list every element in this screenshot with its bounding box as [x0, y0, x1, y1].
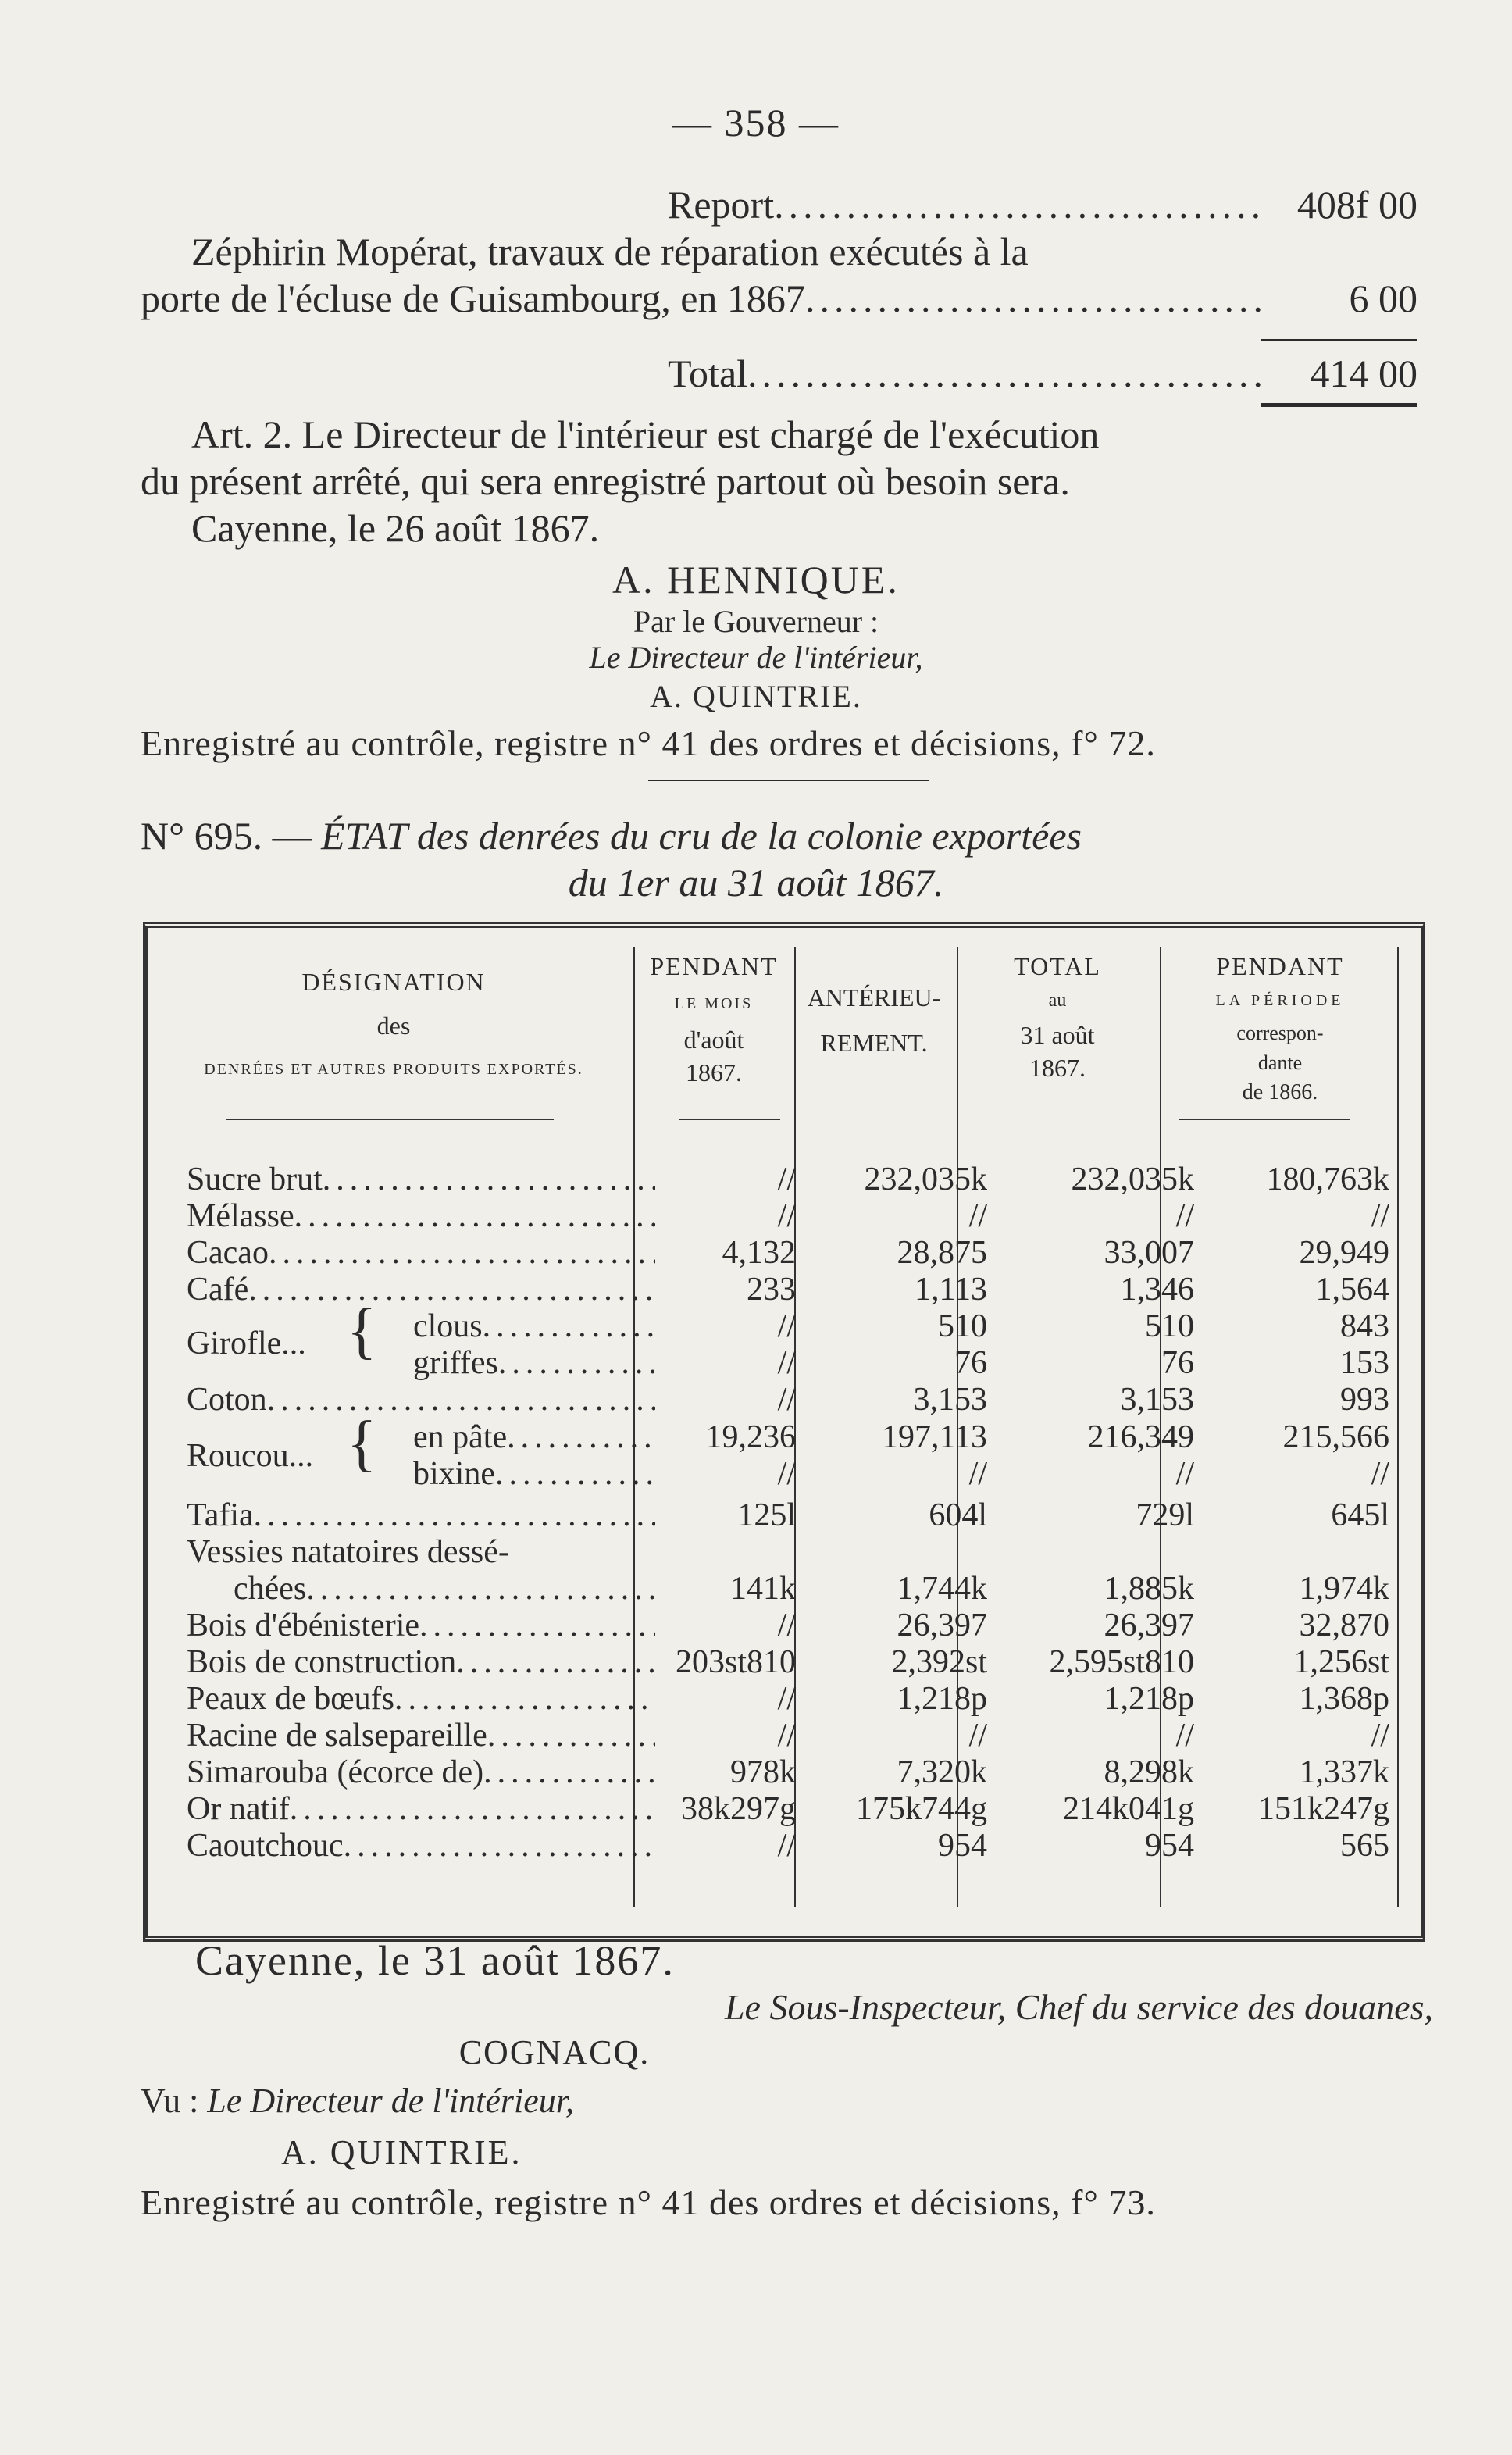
article-text-line1: Art. 2. Le Directeur de l'intérieur est chargé de l'exécution	[191, 412, 1100, 456]
leader-dots	[290, 1792, 655, 1826]
expense-line2	[141, 275, 1418, 322]
total-line	[668, 350, 1418, 397]
footer-vu-name: A. QUINTRIE.	[281, 2133, 522, 2171]
title-rest: des denrées du cru de la colonie exportées	[407, 814, 1082, 858]
cell-month: //	[777, 1198, 796, 1234]
cell-total: //	[1175, 1198, 1194, 1234]
leader-dots	[248, 1272, 655, 1307]
cell-month: //	[777, 1456, 796, 1492]
cell-month: //	[777, 1308, 796, 1344]
header-rule	[226, 1119, 554, 1120]
brace-girofle: {	[347, 1297, 377, 1365]
cell-total: 729l	[1136, 1497, 1194, 1533]
table-row	[187, 1309, 1405, 1343]
header-month	[640, 951, 788, 1087]
cell-month: //	[777, 1161, 796, 1197]
exports-table	[143, 922, 1425, 1942]
header-designation	[155, 967, 632, 1084]
table-row	[187, 1199, 1405, 1233]
leader-dots	[507, 1420, 655, 1454]
cell-previous: 232,035k	[864, 1161, 987, 1197]
table-row	[187, 1792, 1405, 1826]
header-pendant2: PENDANT	[1216, 952, 1344, 980]
cell-1866: 32,870	[1299, 1608, 1389, 1643]
cell-total: 1,885k	[1104, 1571, 1194, 1607]
cell-1866: 1,368p	[1299, 1681, 1389, 1717]
leader-dots	[774, 181, 1261, 228]
leader-dots	[394, 1682, 655, 1716]
cell-month: 203st810	[675, 1644, 796, 1680]
cell-total: //	[1175, 1718, 1194, 1754]
cell-total: 216,349	[1087, 1419, 1194, 1455]
cell-total: 26,397	[1104, 1608, 1194, 1643]
row-label: Or natif	[187, 1791, 290, 1827]
registration-note: Enregistré au contrôle, registre n° 41 des ordres et décisions, f° 72.	[141, 723, 1156, 763]
table-row	[187, 1236, 1405, 1270]
cell-month: //	[777, 1828, 796, 1864]
expense-text-line1: Zéphirin Mopérat, travaux de réparation exécutés à la	[191, 230, 1029, 273]
cell-total: 8,298k	[1104, 1754, 1194, 1790]
cell-1866: 215,566	[1282, 1419, 1389, 1455]
cell-previous: 3,153	[913, 1382, 987, 1418]
cell-previous: 175k744g	[856, 1791, 987, 1827]
cell-1866: 153	[1340, 1345, 1389, 1381]
cell-total: 232,035k	[1071, 1161, 1194, 1197]
table-row	[187, 1682, 1405, 1716]
table-row	[187, 1457, 1405, 1491]
header-daout: d'août	[683, 1026, 744, 1054]
row-label: Simarouba (écorce de)	[187, 1754, 484, 1790]
table-row	[187, 1755, 1405, 1790]
header-previous	[796, 983, 952, 1058]
header-31aout: 31 août	[1020, 1021, 1095, 1049]
cell-1866: 843	[1340, 1308, 1389, 1344]
cell-month: //	[777, 1345, 796, 1381]
header-rule	[1179, 1119, 1350, 1120]
table-row	[187, 1829, 1405, 1863]
header-dante: dante	[1257, 1051, 1303, 1074]
header-designation-title: DÉSIGNATION	[301, 968, 486, 996]
leader-dots	[323, 1162, 655, 1197]
leader-dots	[269, 1236, 655, 1270]
cell-previous: 2,392st	[891, 1644, 987, 1680]
row-label: clous	[413, 1308, 483, 1344]
report-label: Report	[668, 183, 775, 227]
brace-roucou: {	[347, 1409, 377, 1478]
cell-month: //	[777, 1681, 796, 1717]
expense-text-line2: porte de l'écluse de Guisambourg, en 1867	[141, 277, 805, 320]
row-label: Cacao	[187, 1235, 269, 1271]
cell-1866: //	[1371, 1718, 1389, 1754]
cell-previous: //	[968, 1198, 987, 1234]
cell-1866: 1,974k	[1299, 1571, 1389, 1607]
row-label: Mélasse	[187, 1198, 294, 1234]
cell-month: 978k	[730, 1754, 796, 1790]
cell-total: //	[1175, 1456, 1194, 1492]
group-roucou-label: Roucou...	[187, 1438, 314, 1474]
row-label: Vessies natatoires dessé-	[187, 1534, 509, 1570]
row-label: Caoutchouc	[187, 1828, 344, 1864]
cell-month: 125l	[737, 1497, 796, 1533]
cell-1866: 1,256st	[1293, 1644, 1389, 1680]
header-le-mois: LE MOIS	[674, 995, 754, 1012]
article-text-line2: du présent arrêté, qui sera enregistré partout où besoin sera.	[141, 459, 1070, 503]
signatory-role: Le Directeur de l'intérieur,	[589, 640, 923, 675]
leader-dots	[747, 350, 1261, 397]
header-total	[960, 951, 1155, 1083]
table-row	[187, 1498, 1405, 1533]
cell-previous: 28,875	[897, 1235, 987, 1271]
title-number: N° 695. —	[141, 814, 322, 858]
leader-dots	[306, 1572, 655, 1606]
cell-total: 510	[1145, 1308, 1194, 1344]
header-total-title: TOTAL	[1014, 952, 1101, 980]
cell-previous: //	[968, 1718, 987, 1754]
footer-signatory-name: COGNACQ.	[458, 2033, 651, 2071]
cell-month: //	[777, 1718, 796, 1754]
cell-1866: 29,949	[1299, 1235, 1389, 1271]
expense-amount: 6 00	[1349, 277, 1418, 320]
footer-signatory-role: Le Sous-Inspecteur, Chef du service des douanes,	[724, 1987, 1433, 2027]
table-row	[187, 1718, 1405, 1753]
table-row	[187, 1346, 1405, 1380]
cell-total: 33,007	[1104, 1235, 1194, 1271]
footer-date: Cayenne, le 31 août 1867.	[195, 1937, 675, 1984]
row-label: chées	[234, 1571, 307, 1607]
report-line	[668, 181, 1418, 228]
row-label: Bois d'ébénisterie	[187, 1608, 419, 1643]
header-year: 1867.	[686, 1058, 742, 1087]
cell-1866: 151k247g	[1258, 1791, 1389, 1827]
cell-total: 2,595st810	[1049, 1644, 1194, 1680]
cell-month: //	[777, 1382, 796, 1418]
leader-dots	[294, 1199, 655, 1233]
cell-previous: 26,397	[897, 1608, 987, 1643]
cell-total: 214k041g	[1063, 1791, 1194, 1827]
cell-month: 19,236	[705, 1419, 796, 1455]
row-label: bixine	[413, 1456, 495, 1492]
cell-1866: 1,337k	[1299, 1754, 1389, 1790]
table-row	[187, 1162, 1405, 1197]
table-row	[187, 1420, 1405, 1454]
total-label: Total	[668, 351, 748, 395]
title-etat: ÉTAT	[321, 814, 408, 858]
row-label: Sucre brut	[187, 1161, 323, 1197]
cell-total: 76	[1161, 1345, 1194, 1381]
row-label: Peaux de bœufs	[187, 1681, 394, 1717]
section-separator	[648, 780, 929, 781]
vu-label: Vu :	[141, 2082, 208, 2120]
row-label: griffes	[413, 1345, 498, 1381]
page-number: — 358 —	[672, 101, 840, 145]
cell-previous: 954	[938, 1828, 987, 1864]
cell-month: 38k297g	[681, 1791, 796, 1827]
signatory-name: A. HENNIQUE.	[612, 558, 900, 601]
cell-month: 4,132	[722, 1235, 796, 1271]
total-amount: 414 00	[1310, 351, 1418, 395]
header-de1866: de 1866.	[1242, 1080, 1318, 1104]
cell-previous: 7,320k	[897, 1754, 987, 1790]
cell-1866: 1,564	[1315, 1272, 1389, 1308]
leader-dots	[487, 1718, 655, 1753]
cell-previous: 197,113	[882, 1419, 987, 1455]
footer-registration: Enregistré au contrôle, registre n° 41 des ordres et décisions, f° 73.	[141, 2182, 1156, 2222]
signatory-name-2: A. QUINTRIE.	[650, 679, 862, 714]
cell-1866: //	[1371, 1198, 1389, 1234]
cell-total: 1,346	[1120, 1272, 1194, 1308]
leader-dots	[805, 275, 1261, 322]
cell-1866: 645l	[1331, 1497, 1389, 1533]
leader-dots	[344, 1829, 655, 1863]
header-1866	[1163, 951, 1397, 1108]
group-girofle-label: Girofle...	[187, 1326, 306, 1361]
leader-dots	[483, 1309, 655, 1343]
header-rement: REMENT.	[820, 1029, 928, 1057]
table-row	[187, 1645, 1405, 1679]
cell-previous: //	[968, 1456, 987, 1492]
header-la-periode: LA PÉRIODE	[1215, 992, 1345, 1009]
header-au: au	[1048, 990, 1067, 1011]
leader-dots	[254, 1498, 655, 1533]
table-title-line2: du 1er au 31 août 1867.	[568, 861, 944, 905]
row-label: Coton	[187, 1382, 267, 1418]
header-rule	[679, 1119, 780, 1120]
cell-previous: 76	[954, 1345, 987, 1381]
cell-previous: 1,218p	[897, 1681, 987, 1717]
cell-total: 1,218p	[1104, 1681, 1194, 1717]
row-label: Tafia	[187, 1497, 254, 1533]
leader-dots	[495, 1457, 655, 1491]
cell-previous: 1,113	[915, 1272, 987, 1308]
leader-dots	[483, 1755, 655, 1790]
header-pendant: PENDANT	[650, 952, 778, 980]
decree-date: Cayenne, le 26 août 1867.	[191, 506, 600, 550]
cell-1866: 180,763k	[1266, 1161, 1389, 1197]
header-denrees: DENRÉES ET AUTRES PRODUITS EXPORTÉS.	[204, 1061, 583, 1078]
total-rule	[1261, 339, 1418, 341]
leader-dots	[267, 1383, 655, 1417]
cell-previous: 604l	[929, 1497, 987, 1533]
row-label: Bois de construction	[187, 1644, 457, 1680]
header-des: des	[376, 1012, 411, 1040]
table-row	[187, 1535, 1405, 1569]
leader-dots	[456, 1645, 655, 1679]
cell-1866: 993	[1340, 1382, 1389, 1418]
leader-dots	[498, 1346, 655, 1380]
vu-role: Le Directeur de l'intérieur,	[207, 2082, 575, 2120]
row-label: Café	[187, 1272, 249, 1308]
table-row	[187, 1608, 1405, 1643]
footer-vu	[141, 2078, 574, 2125]
cell-previous: 510	[938, 1308, 987, 1344]
row-label: Racine de salsepareille	[187, 1718, 487, 1754]
cell-month: 141k	[730, 1571, 796, 1607]
leader-dots	[419, 1608, 655, 1643]
cell-previous: 1,744k	[897, 1571, 987, 1607]
cell-total: 954	[1145, 1828, 1194, 1864]
table-row	[187, 1572, 1405, 1606]
header-year2: 1867.	[1029, 1054, 1086, 1082]
cell-month: //	[777, 1608, 796, 1643]
table-title-line1	[141, 812, 1082, 859]
cell-total: 3,153	[1120, 1382, 1194, 1418]
cell-1866: //	[1371, 1456, 1389, 1492]
cell-month: 233	[747, 1272, 796, 1308]
cell-1866: 565	[1340, 1828, 1389, 1864]
total-double-rule	[1261, 403, 1418, 407]
signatory-by: Par le Gouverneur :	[633, 604, 879, 639]
header-anterieu: ANTÉRIEU-	[807, 983, 941, 1012]
report-amount: 408f 00	[1296, 183, 1418, 227]
header-correspon: correspon-	[1236, 1022, 1324, 1044]
row-label: en pâte	[413, 1419, 508, 1455]
